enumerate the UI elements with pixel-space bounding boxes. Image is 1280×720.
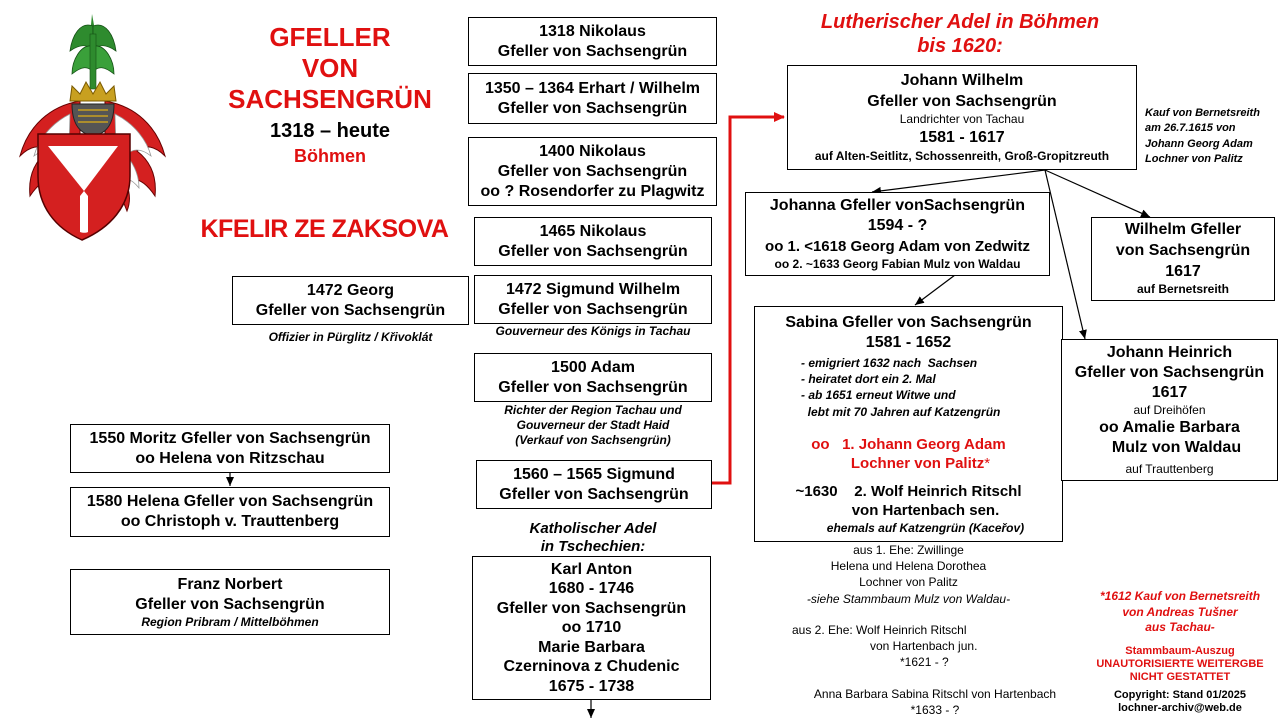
ehe1-line-1: aus 1. Ehe: Zwillinge xyxy=(853,543,964,557)
footer-copyright-line-1: Copyright: Stand 01/2025 xyxy=(1113,689,1247,701)
kauf-note-line-1: Kauf von Bernetsreith xyxy=(1145,107,1260,119)
ehe2-line-1: aus 2. Ehe: Wolf Heinrich Ritschl xyxy=(792,623,967,637)
adam-caption xyxy=(474,403,712,448)
title-years: 1318 – heute xyxy=(269,120,391,142)
karl-line-5: Marie Barbara xyxy=(538,638,645,656)
johann-wilhelm-years: 1581 - 1617 xyxy=(919,128,1005,146)
adam-caption-line-2: Gouverneur der Stadt Haid xyxy=(516,418,670,432)
johanna-marriage-1: oo 1. <1618 Georg Adam von Zedwitz xyxy=(765,238,1030,256)
catholic-heading-line-2: in Tschechien: xyxy=(540,538,646,555)
nikolaus1465-line-1: 1465 Nikolaus xyxy=(539,222,647,240)
nikolaus1465-line-2: Gfeller von Sachsengrün xyxy=(498,242,688,260)
kauf-1612-line-2: von Andreas Tušner xyxy=(1122,604,1238,619)
sabina-name: Sabina Gfeller von Sachsengrün xyxy=(785,314,1032,331)
person-franz-norbert xyxy=(70,569,390,635)
title-line-3: SACHSENGRÜN xyxy=(228,84,432,115)
person-moritz-1550 xyxy=(70,424,390,473)
kauf-note-line-4: Lochner von Palitz xyxy=(1145,153,1243,166)
sabina-marriage-2c: ehemals auf Katzengrün (Kaceřov) xyxy=(826,520,1025,535)
adam-caption-line-3: (Verkauf von Sachsengrün) xyxy=(515,433,671,447)
johanna-marriage-2: oo 2. ~1633 Georg Fabian Mulz von Waldau xyxy=(774,256,1021,271)
kauf-1612-line-3: aus Tachau- xyxy=(1145,620,1215,635)
sabina-marriage-2a: ~1630 2. Wolf Heinrich Ritschl xyxy=(795,483,1022,501)
title-region: Böhmen xyxy=(294,146,366,166)
person-helena-1580 xyxy=(70,487,390,537)
person-nikolaus-1400 xyxy=(468,137,717,206)
karl-line-6: Czerninova z Chudenic xyxy=(503,658,680,676)
sigmund1472-line-1: 1472 Sigmund Wilhelm xyxy=(505,280,681,298)
karl-line-7: 1675 - 1738 xyxy=(548,677,635,695)
johann-heinrich-line-7: auf Trauttenberg xyxy=(1125,462,1214,476)
johann-heinrich-line-1: Johann Heinrich xyxy=(1106,344,1233,361)
ehe2-line-2: von Hartenbach jun. xyxy=(870,639,978,654)
person-karl-anton xyxy=(472,556,711,700)
footer-warning-line-3: NICHT GESTATTET xyxy=(1129,671,1231,684)
sabina-years: 1581 - 1652 xyxy=(865,334,952,351)
footer-warning xyxy=(1085,645,1275,685)
lutheran-heading-line-2: bis 1620: xyxy=(917,35,1003,57)
person-adam-1500 xyxy=(474,353,712,402)
adam-line-1: 1500 Adam xyxy=(551,358,635,376)
ehe1-line-2: Helena und Helena Dorothea xyxy=(830,559,987,574)
person-erhart-1350 xyxy=(468,73,717,124)
johann-wilhelm-house: Gfeller von Sachsengrün xyxy=(867,92,1057,110)
anna-line-2: *1633 - ? xyxy=(910,703,960,718)
person-johann-wilhelm xyxy=(787,65,1137,170)
ehe2-line-3: *1621 - ? xyxy=(900,655,949,670)
sigmund1560-line-2: Gfeller von Sachsengrün xyxy=(499,485,689,503)
title-line-2: VON xyxy=(301,53,359,84)
nikolaus1400-line-1: 1400 Nikolaus xyxy=(539,142,646,160)
helena-line-1: 1580 Helena Gfeller von Sachsengrün xyxy=(86,493,374,510)
kauf-1612-note xyxy=(1085,589,1275,636)
connector-wilhelm xyxy=(1045,170,1150,217)
catholic-heading xyxy=(474,520,712,556)
person-nikolaus-1318 xyxy=(468,17,717,66)
sigmund1560-line-1: 1560 – 1565 Sigmund xyxy=(513,465,675,483)
ehe1-line-4: -siehe Stammbaum Mulz von Waldau- xyxy=(806,591,1011,606)
kauf-note-line-2: am 26.7.1615 von xyxy=(1145,122,1236,135)
georg-line-1: 1472 Georg xyxy=(306,281,395,299)
sabina-marriage-1b-text: Lochner von Palitz xyxy=(850,454,985,472)
sigmund1472-caption: Gouverneur des Königs in Tachau xyxy=(495,324,691,338)
georg-line-2: Gfeller von Sachsengrün xyxy=(255,301,446,319)
sabina-marriage-1-star: * xyxy=(984,454,991,472)
person-johann-heinrich xyxy=(1061,339,1278,481)
kauf-1612-line-1: *1612 Kauf von Bernetsreith xyxy=(1099,589,1261,603)
sabina-notes xyxy=(755,355,1062,420)
person-sigmund-1560 xyxy=(476,460,712,509)
coat-of-arms-icon xyxy=(10,6,170,246)
person-nikolaus-1465 xyxy=(474,217,712,266)
johann-wilhelm-name: Johann Wilhelm xyxy=(900,71,1024,89)
johann-heinrich-line-4: auf Dreihöfen xyxy=(1133,403,1206,417)
wilhelm-seat: auf Bernetsreith xyxy=(1136,282,1230,297)
franz-line-1: Franz Norbert xyxy=(177,575,283,593)
sigmund1472-line-2: Gfeller von Sachsengrün xyxy=(498,300,688,318)
sabina-note-1: - emigriert 1632 nach Sachsen xyxy=(801,356,978,370)
title-line-1: GFELLER xyxy=(269,22,391,52)
lutheran-heading xyxy=(790,10,1130,58)
sabina-marriage-1b xyxy=(755,455,1062,474)
johann-wilhelm-seat: auf Alten-Seitlitz, Schossenreith, Groß-Gropitzreuth xyxy=(814,148,1110,163)
wilhelm-line-3: 1617 xyxy=(1165,262,1201,280)
nikolaus1400-line-3: oo ? Rosendorfer zu Plagwitz xyxy=(480,182,705,200)
adam-caption-line-1: Richter der Region Tachau und xyxy=(504,403,682,417)
connector-johanna xyxy=(872,170,1045,192)
sabina-note-3: - ab 1651 erneut Witwe und xyxy=(801,388,956,403)
wilhelm-line-2: von Sachsengrün xyxy=(1115,241,1251,259)
ehe1-line-3: Lochner von Palitz xyxy=(859,575,958,590)
czech-title: KFELIR ZE ZAKSOVA xyxy=(200,215,449,243)
erhart-line-2: Gfeller von Sachsengrün xyxy=(497,99,688,117)
moritz-line-1: 1550 Moritz Gfeller von Sachsengrün xyxy=(89,429,371,447)
person-georg-1472 xyxy=(232,276,469,325)
nikolaus1318-line-2: Gfeller von Sachsengrün xyxy=(497,42,688,60)
ehe1-block xyxy=(754,542,1063,607)
kauf-note-line-3: Johann Georg Adam xyxy=(1145,137,1253,150)
sabina-note-2: - heiratet dort ein 2. Mal xyxy=(801,372,936,387)
karl-line-4: oo 1710 xyxy=(561,619,622,637)
johanna-name: Johanna Gfeller vonSachsengrün xyxy=(769,196,1026,214)
sabina-marriage-2b: von Hartenbach sen. xyxy=(851,502,1000,519)
wilhelm-line-1: Wilhelm Gfeller xyxy=(1124,221,1242,238)
johann-heinrich-line-3: 1617 xyxy=(1151,384,1188,401)
anna-line-1: Anna Barbara Sabina Ritschl von Hartenbach xyxy=(813,687,1057,701)
person-sabina xyxy=(754,306,1063,542)
lutheran-heading-line-1: Lutherischer Adel in Böhmen xyxy=(820,11,1100,33)
person-johanna xyxy=(745,192,1050,276)
georg-caption: Offizier in Pürglitz / Křivoklát xyxy=(268,330,433,344)
kauf-note xyxy=(1145,106,1260,168)
family-title xyxy=(210,22,450,116)
karl-line-3: Gfeller von Sachsengrün xyxy=(496,599,687,617)
moritz-line-2: oo Helena von Ritzschau xyxy=(135,449,325,467)
person-wilhelm-1617 xyxy=(1091,217,1275,301)
johann-wilhelm-office: Landrichter von Tachau xyxy=(899,112,1025,127)
connector-sabina xyxy=(915,275,955,305)
adam-line-2: Gfeller von Sachsengrün xyxy=(498,378,688,396)
ehe2-block xyxy=(792,622,1032,671)
sabina-note-4: lebt mit 70 Jahren auf Katzengrün xyxy=(801,404,1001,419)
johann-heinrich-line-6: Mulz von Waldau xyxy=(1111,439,1242,456)
johann-heinrich-line-5: oo Amalie Barbara xyxy=(1099,419,1240,436)
person-sigmund-1472 xyxy=(474,275,712,324)
erhart-line-1: 1350 – 1364 Erhart / Wilhelm xyxy=(484,79,701,97)
franz-region: Region Pribram / Mittelböhmen xyxy=(141,614,319,629)
footer-warning-line-1: Stammbaum-Auszug xyxy=(1125,645,1235,657)
sabina-marriage-1a: oo 1. Johann Georg Adam xyxy=(811,435,1006,453)
footer-copyright xyxy=(1085,689,1275,715)
anna-block xyxy=(780,686,1090,718)
karl-line-2: 1680 - 1746 xyxy=(548,580,635,598)
johann-heinrich-line-2: Gfeller von Sachsengrün xyxy=(1074,364,1265,381)
johanna-years: 1594 - ? xyxy=(867,217,928,235)
nikolaus1400-line-2: Gfeller von Sachsengrün xyxy=(497,162,688,180)
helena-line-2: oo Christoph v. Trauttenberg xyxy=(120,513,340,530)
catholic-heading-line-1: Katholischer Adel xyxy=(529,520,657,537)
footer-warning-line-2: UNAUTORISIERTE WEITERGBE xyxy=(1096,658,1264,671)
franz-line-2: Gfeller von Sachsengrün xyxy=(135,595,325,613)
nikolaus1318-line-1: 1318 Nikolaus xyxy=(539,22,646,40)
footer-email: lochner-archiv@web.de xyxy=(1118,702,1242,715)
karl-line-1: Karl Anton xyxy=(550,560,633,578)
